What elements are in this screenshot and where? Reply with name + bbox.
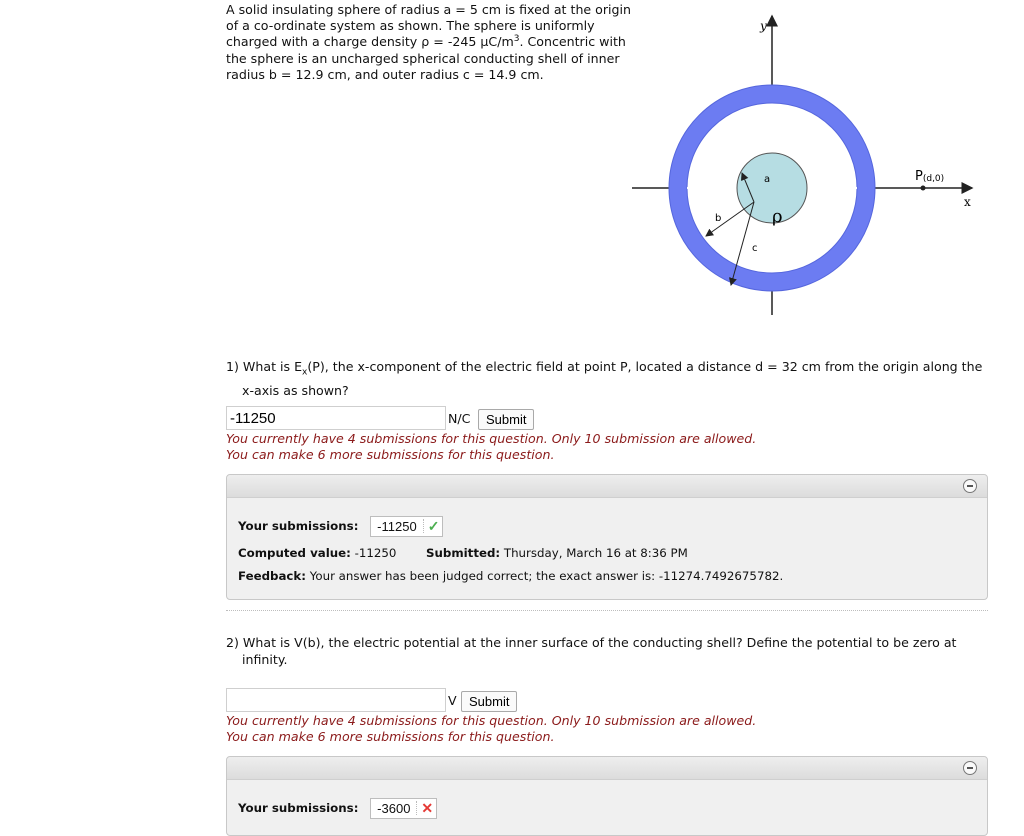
check-icon: ✓ [427, 518, 440, 534]
q1-computed-label: Computed value: [238, 546, 351, 560]
q2-your-submissions-row [238, 798, 437, 819]
question-2-line-1: 2) What is V(b), the electric potential at the inner surface of the conducting shell? Define the potential to be zero at [226, 635, 957, 650]
a-label: a [764, 174, 771, 185]
q1-computed-row [238, 546, 396, 560]
x-axis-label: x [964, 195, 971, 209]
q1-notice-1: You currently have 4 submissions for this question. Only 10 submission are allowed. [226, 431, 757, 446]
q2-submit-button[interactable]: Submit [461, 691, 517, 712]
q1-unit: N/C [448, 411, 471, 426]
q2-notice-2: You can make 6 more submissions for this question. [226, 729, 555, 744]
q1-panel-header [227, 475, 987, 498]
b-label: b [715, 213, 722, 224]
point-p-letter: P [915, 169, 923, 184]
q1-submissions-panel [226, 474, 988, 600]
problem-line-3-pre: charged with a charge density ρ = -245 μC/m [226, 34, 514, 50]
q2-submissions-panel [226, 756, 988, 836]
q1-feedback-row [238, 569, 783, 583]
problem-line-3-exponent: 3 [513, 34, 520, 45]
cross-icon: ✕ [421, 800, 434, 816]
problem-line-3 [226, 34, 646, 50]
q1-submission-value: -11250 [377, 519, 417, 534]
rho-label: ρ [772, 206, 783, 227]
question-1-line-2: x-axis as shown? [242, 382, 349, 398]
q1-submission-entry[interactable] [370, 516, 443, 537]
point-p-dot [921, 186, 926, 191]
q2-notice-1: You currently have 4 submissions for this question. Only 10 submission are allowed. [226, 713, 757, 728]
q1-submitted-value: Thursday, March 16 at 8:36 PM [503, 546, 688, 560]
q1-your-submissions-row [238, 516, 443, 537]
question-1-line-1 [226, 358, 994, 382]
problem-line-3-post: . Concentric with [519, 34, 626, 50]
q2-submission-separator [416, 801, 418, 815]
q1-answer-input[interactable] [226, 406, 446, 430]
point-p-coords: (d,0) [922, 174, 945, 184]
question-1-post: (P), the x-component of the electric field at point P, located a distance d = 32 cm from the origin along the [307, 359, 983, 374]
c-label: c [752, 243, 758, 254]
q2-submission-entry[interactable] [370, 798, 437, 819]
problem-line-5: radius b = 12.9 cm, and outer radius c = 14.9 cm. [226, 66, 544, 82]
q1-feedback-label: Feedback: [238, 569, 306, 583]
q1-collapse-icon[interactable] [963, 479, 977, 493]
point-p-label [915, 169, 944, 184]
question-2-text [226, 634, 994, 668]
q2-your-submissions-label: Your submissions: [238, 801, 359, 815]
problem-line-4: the sphere is an uncharged spherical conducting shell of inner [226, 50, 620, 66]
q1-computed-value: -11250 [354, 546, 397, 560]
q1-submitted-label: Submitted: [426, 546, 501, 560]
question-separator [226, 610, 988, 611]
problem-line-2: of a co-ordinate system as shown. The sphere is uniformly [226, 18, 595, 34]
q1-submission-separator [423, 519, 425, 533]
y-axis-label: y [760, 19, 767, 33]
q2-collapse-icon[interactable] [963, 761, 977, 775]
question-1-text [226, 358, 994, 399]
question-2-line-2: infinity. [242, 652, 288, 667]
q2-answer-input[interactable] [226, 688, 446, 712]
q1-submitted-row [426, 546, 688, 560]
problem-statement [226, 2, 646, 83]
q2-submission-value: -3600 [377, 801, 411, 816]
q2-unit: V [448, 693, 457, 708]
q1-submit-button[interactable]: Submit [478, 409, 534, 430]
problem-line-1: A solid insulating sphere of radius a = 5 cm is fixed at the origin [226, 2, 632, 17]
q1-your-submissions-label: Your submissions: [238, 519, 359, 533]
q2-panel-header [227, 757, 987, 780]
sphere-diagram [620, 10, 990, 320]
q1-notice-2: You can make 6 more submissions for this question. [226, 447, 555, 462]
q1-feedback-value: Your answer has been judged correct; the exact answer is: -11274.7492675782. [309, 569, 784, 583]
question-1-pre: 1) What is E [226, 359, 303, 374]
question-1-subscript: x [302, 367, 308, 378]
